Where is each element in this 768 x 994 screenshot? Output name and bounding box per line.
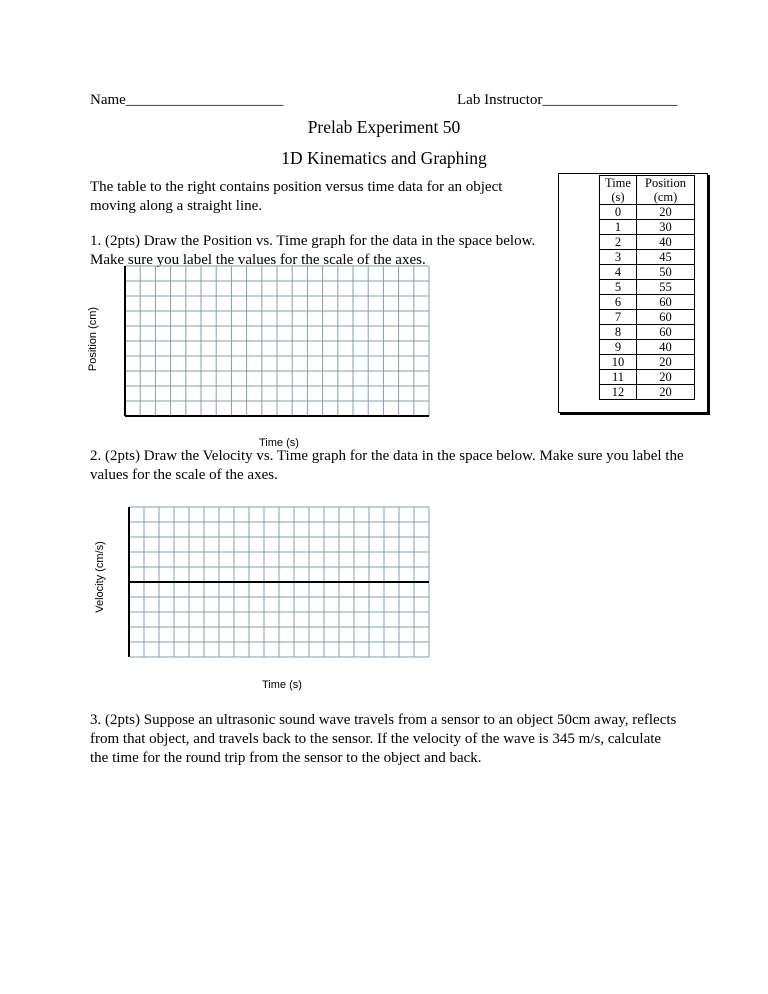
intro-text: The table to the right contains position versus time data for an object moving along a straight line. [90,179,503,214]
position-cell: 60 [637,325,695,340]
position-cell: 40 [637,235,695,250]
position-time-grid[interactable] [120,265,432,420]
position-cell: 60 [637,295,695,310]
time-cell: 12 [600,385,637,400]
table-row [600,205,695,220]
position-cell: 40 [637,340,695,355]
question-1-text: 1. (2pts) Draw the Position vs. Time graph for the data in the space below. Make sure you label the values for the scale of the axes. [90,233,536,268]
page-subtitle: 1D Kinematics and Graphing [281,148,487,168]
position-cell: 20 [637,385,695,400]
time-header-label: Time [605,176,631,190]
table-row [600,280,695,295]
time-cell: 0 [600,205,637,220]
table-row [600,295,695,310]
time-header [600,176,637,205]
position-header-label: Position [645,176,686,190]
position-cell: 50 [637,265,695,280]
graph2-xlabel: Time (s) [262,679,302,691]
position-cell: 60 [637,310,695,325]
graph1-xlabel: Time (s) [259,437,299,449]
time-cell: 4 [600,265,637,280]
time-cell: 3 [600,250,637,265]
time-cell: 5 [600,280,637,295]
time-cell: 2 [600,235,637,250]
question-3-text: 3. (2pts) Suppose an ultrasonic sound wave travels from a sensor to an object 50cm away, reflects from that object, and travels back to the sensor. If the velocity of the wave is 345 m/s, calculate the time for the round trip from the sensor to the object and back. [90,712,677,766]
time-header-unit: (s) [611,190,625,204]
time-cell: 11 [600,370,637,385]
table-row [600,235,695,250]
position-cell: 20 [637,355,695,370]
name-field: Name_____________________ [90,92,284,108]
graph2-ylabel: Velocity (cm/s) [94,541,106,613]
table-row [600,340,695,355]
question-2-text: 2. (2pts) Draw the Velocity vs. Time graph for the data in the space below. Make sure you label the values for the scale of the axes. [90,448,684,483]
table-body [600,205,695,400]
table-row [600,250,695,265]
position-cell: 55 [637,280,695,295]
time-cell: 8 [600,325,637,340]
table-row [600,220,695,235]
position-header-unit: (cm) [653,190,678,204]
table-row [600,370,695,385]
graph1-ylabel: Position (cm) [87,306,99,372]
time-cell: 9 [600,340,637,355]
table-row [600,355,695,370]
position-time-table [599,175,695,400]
position-cell: 30 [637,220,695,235]
page-title: Prelab Experiment 50 [307,117,461,137]
velocity-time-grid[interactable] [126,506,432,661]
lab-instructor-field: Lab Instructor__________________ [457,92,678,108]
data-table-frame [558,173,708,413]
time-cell: 1 [600,220,637,235]
position-cell: 45 [637,250,695,265]
position-header [637,176,695,205]
table-row [600,310,695,325]
time-cell: 10 [600,355,637,370]
time-cell: 6 [600,295,637,310]
table-row [600,385,695,400]
table-header-row [600,176,695,205]
position-cell: 20 [637,370,695,385]
position-cell: 20 [637,205,695,220]
time-cell: 7 [600,310,637,325]
table-row [600,325,695,340]
table-row [600,265,695,280]
